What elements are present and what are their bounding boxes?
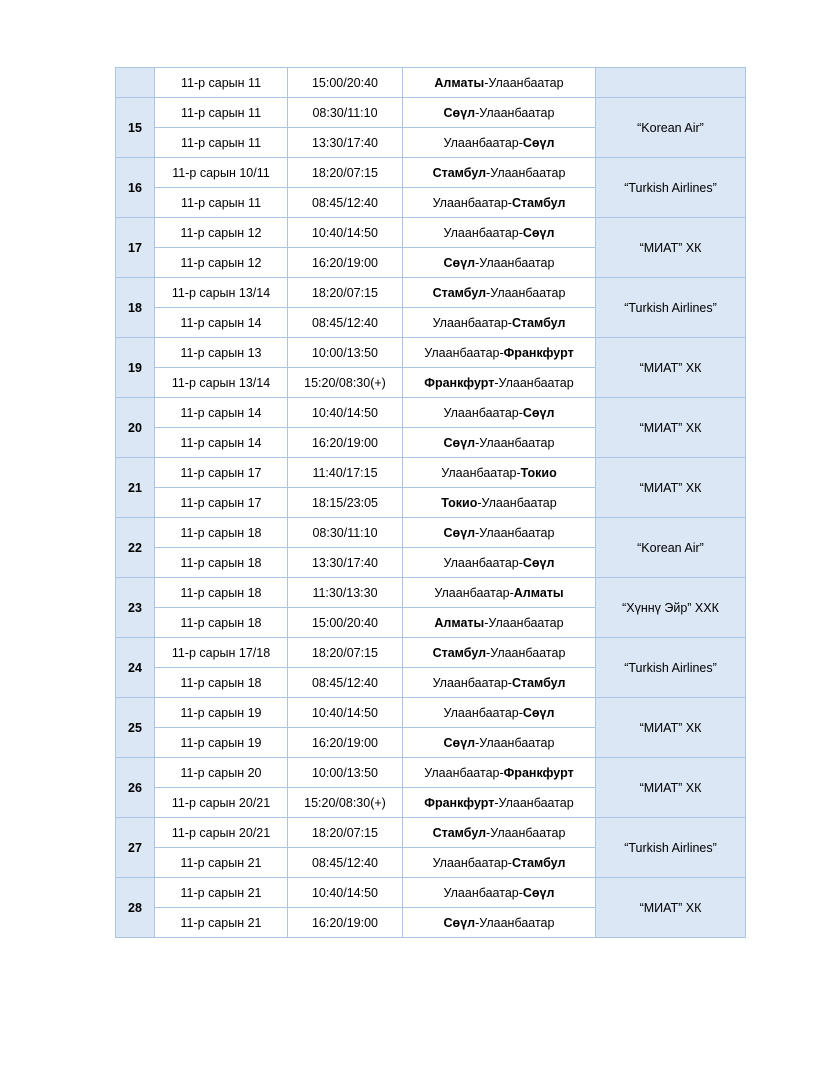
route-city: -Улаанбаатар <box>486 645 566 660</box>
group-number-cell: 25 <box>116 698 155 758</box>
route-city: -Улаанбаатар <box>486 285 566 300</box>
route-city-bold: Токио <box>441 495 478 510</box>
airline-cell: “Хүннү Эйр” ХХК <box>596 578 746 638</box>
route-city: -Улаанбаатар <box>486 825 566 840</box>
route-city: Улаанбаатар- <box>424 765 504 780</box>
route-city: -Улаанбаатар <box>477 495 557 510</box>
flight-date-cell: 11-р сарын 20/21 <box>155 788 288 818</box>
group-number-cell: 28 <box>116 878 155 938</box>
flight-route-cell <box>403 728 596 758</box>
route-city: -Улаанбаатар <box>494 795 574 810</box>
flight-date-cell: 11-р сарын 12 <box>155 218 288 248</box>
airline-cell: “МИАТ” ХК <box>596 698 746 758</box>
flight-route-cell <box>403 368 596 398</box>
flight-schedule-table <box>115 67 746 938</box>
route-city: Улаанбаатар- <box>434 585 514 600</box>
flight-time-cell: 13:30/17:40 <box>288 128 403 158</box>
flight-route-cell <box>403 98 596 128</box>
flight-date-cell: 11-р сарын 17 <box>155 458 288 488</box>
route-city-bold: Франкфурт <box>503 345 574 360</box>
flight-date-cell: 11-р сарын 17/18 <box>155 638 288 668</box>
flight-date-cell: 11-р сарын 18 <box>155 548 288 578</box>
table-row <box>116 518 746 548</box>
flight-route-cell <box>403 158 596 188</box>
flight-time-cell: 18:15/23:05 <box>288 488 403 518</box>
route-city-bold: Сөүл <box>443 525 476 540</box>
flight-date-cell: 11-р сарын 14 <box>155 428 288 458</box>
flight-time-cell: 08:45/12:40 <box>288 668 403 698</box>
flight-route-cell <box>403 338 596 368</box>
flight-time-cell: 10:40/14:50 <box>288 398 403 428</box>
table-row <box>116 68 746 98</box>
route-city: -Улаанбаатар <box>484 615 564 630</box>
flight-date-cell: 11-р сарын 21 <box>155 908 288 938</box>
flight-time-cell: 08:45/12:40 <box>288 308 403 338</box>
flight-route-cell <box>403 548 596 578</box>
route-city-bold: Сөүл <box>443 255 476 270</box>
table-row <box>116 158 746 188</box>
group-number-cell: 21 <box>116 458 155 518</box>
flight-route-cell <box>403 518 596 548</box>
flight-date-cell: 11-р сарын 21 <box>155 848 288 878</box>
flight-schedule-body <box>116 68 746 938</box>
airline-cell: “Turkish Airlines” <box>596 158 746 218</box>
route-city-bold: Стамбул <box>511 855 566 870</box>
flight-date-cell: 11-р сарын 18 <box>155 518 288 548</box>
table-row <box>116 398 746 428</box>
table-row <box>116 98 746 128</box>
group-number-cell: 15 <box>116 98 155 158</box>
flight-date-cell: 11-р сарын 11 <box>155 98 288 128</box>
group-number-cell <box>116 68 155 98</box>
flight-route-cell <box>403 278 596 308</box>
flight-route-cell <box>403 488 596 518</box>
flight-date-cell: 11-р сарын 13/14 <box>155 368 288 398</box>
airline-cell: “МИАТ” ХК <box>596 758 746 818</box>
route-city: Улаанбаатар- <box>443 405 523 420</box>
route-city: Улаанбаатар- <box>443 885 523 900</box>
table-row <box>116 278 746 308</box>
flight-route-cell <box>403 878 596 908</box>
table-row <box>116 338 746 368</box>
route-city: -Улаанбаатар <box>475 255 555 270</box>
route-city: Улаанбаатар- <box>441 465 521 480</box>
route-city-bold: Стамбул <box>511 195 566 210</box>
flight-time-cell: 08:45/12:40 <box>288 188 403 218</box>
route-city-bold: Сөүл <box>443 915 476 930</box>
route-city: Улаанбаатар- <box>432 675 512 690</box>
route-city: Улаанбаатар- <box>432 195 512 210</box>
group-number-cell: 27 <box>116 818 155 878</box>
flight-time-cell: 16:20/19:00 <box>288 428 403 458</box>
table-row <box>116 638 746 668</box>
group-number-cell: 16 <box>116 158 155 218</box>
route-city-bold: Алматы <box>434 615 485 630</box>
flight-route-cell <box>403 428 596 458</box>
flight-date-cell: 11-р сарын 20/21 <box>155 818 288 848</box>
route-city: Улаанбаатар- <box>443 135 523 150</box>
flight-route-cell <box>403 308 596 338</box>
airline-cell: “Korean Air” <box>596 98 746 158</box>
route-city-bold: Сөүл <box>522 405 555 420</box>
route-city-bold: Сөүл <box>522 705 555 720</box>
route-city: Улаанбаатар- <box>443 705 523 720</box>
flight-route-cell <box>403 218 596 248</box>
route-city-bold: Сөүл <box>522 555 555 570</box>
route-city-bold: Токио <box>520 465 557 480</box>
flight-time-cell: 10:40/14:50 <box>288 698 403 728</box>
flight-time-cell: 18:20/07:15 <box>288 818 403 848</box>
flight-date-cell: 11-р сарын 14 <box>155 398 288 428</box>
flight-time-cell: 08:45/12:40 <box>288 848 403 878</box>
flight-date-cell: 11-р сарын 11 <box>155 128 288 158</box>
flight-time-cell: 10:40/14:50 <box>288 878 403 908</box>
route-city-bold: Стамбул <box>511 675 566 690</box>
route-city-bold: Алматы <box>513 585 564 600</box>
route-city: -Улаанбаатар <box>475 105 555 120</box>
flight-route-cell <box>403 458 596 488</box>
flight-route-cell <box>403 908 596 938</box>
table-row <box>116 458 746 488</box>
table-row <box>116 698 746 728</box>
flight-route-cell <box>403 818 596 848</box>
airline-cell: “МИАТ” ХК <box>596 398 746 458</box>
table-row <box>116 878 746 908</box>
flight-route-cell <box>403 398 596 428</box>
flight-time-cell: 10:40/14:50 <box>288 218 403 248</box>
flight-date-cell: 11-р сарын 19 <box>155 728 288 758</box>
flight-date-cell: 11-р сарын 10/11 <box>155 158 288 188</box>
route-city-bold: Сөүл <box>443 105 476 120</box>
group-number-cell: 17 <box>116 218 155 278</box>
flight-time-cell: 15:20/08:30(+) <box>288 368 403 398</box>
route-city: Улаанбаатар- <box>443 225 523 240</box>
flight-time-cell: 15:00/20:40 <box>288 68 403 98</box>
airline-cell: “МИАТ” ХК <box>596 218 746 278</box>
flight-date-cell: 11-р сарын 17 <box>155 488 288 518</box>
flight-route-cell <box>403 578 596 608</box>
flight-time-cell: 11:40/17:15 <box>288 458 403 488</box>
table-row <box>116 758 746 788</box>
flight-route-cell <box>403 698 596 728</box>
route-city: -Улаанбаатар <box>475 435 555 450</box>
route-city-bold: Франкфурт <box>503 765 574 780</box>
flight-time-cell: 08:30/11:10 <box>288 98 403 128</box>
table-row <box>116 578 746 608</box>
route-city-bold: Стамбул <box>432 165 487 180</box>
group-number-cell: 20 <box>116 398 155 458</box>
route-city-bold: Стамбул <box>432 645 487 660</box>
route-city-bold: Франкфурт <box>424 795 495 810</box>
flight-route-cell <box>403 668 596 698</box>
flight-route-cell <box>403 248 596 278</box>
route-city-bold: Сөүл <box>522 135 555 150</box>
flight-date-cell: 11-р сарын 11 <box>155 188 288 218</box>
route-city-bold: Алматы <box>434 75 485 90</box>
flight-time-cell: 13:30/17:40 <box>288 548 403 578</box>
flight-time-cell: 18:20/07:15 <box>288 638 403 668</box>
flight-route-cell <box>403 848 596 878</box>
route-city-bold: Стамбул <box>432 285 487 300</box>
flight-time-cell: 15:20/08:30(+) <box>288 788 403 818</box>
flight-date-cell: 11-р сарын 18 <box>155 578 288 608</box>
route-city-bold: Сөүл <box>443 735 476 750</box>
flight-time-cell: 16:20/19:00 <box>288 728 403 758</box>
table-row <box>116 818 746 848</box>
route-city: -Улаанбаатар <box>486 165 566 180</box>
flight-date-cell: 11-р сарын 21 <box>155 878 288 908</box>
flight-time-cell: 11:30/13:30 <box>288 578 403 608</box>
route-city: -Улаанбаатар <box>494 375 574 390</box>
flight-route-cell <box>403 758 596 788</box>
flight-time-cell: 18:20/07:15 <box>288 278 403 308</box>
airline-cell <box>596 68 746 98</box>
group-number-cell: 22 <box>116 518 155 578</box>
flight-route-cell <box>403 128 596 158</box>
airline-cell: “Turkish Airlines” <box>596 278 746 338</box>
route-city: Улаанбаатар- <box>432 315 512 330</box>
route-city: Улаанбаатар- <box>432 855 512 870</box>
flight-route-cell <box>403 68 596 98</box>
route-city-bold: Сөүл <box>522 225 555 240</box>
flight-time-cell: 10:00/13:50 <box>288 758 403 788</box>
flight-route-cell <box>403 788 596 818</box>
route-city: -Улаанбаатар <box>484 75 564 90</box>
route-city: -Улаанбаатар <box>475 735 555 750</box>
route-city-bold: Франкфурт <box>424 375 495 390</box>
flight-time-cell: 16:20/19:00 <box>288 908 403 938</box>
flight-date-cell: 11-р сарын 14 <box>155 308 288 338</box>
flight-date-cell: 11-р сарын 12 <box>155 248 288 278</box>
route-city: Улаанбаатар- <box>443 555 523 570</box>
flight-date-cell: 11-р сарын 18 <box>155 608 288 638</box>
flight-date-cell: 11-р сарын 20 <box>155 758 288 788</box>
airline-cell: “МИАТ” ХК <box>596 338 746 398</box>
flight-route-cell <box>403 608 596 638</box>
route-city: -Улаанбаатар <box>475 525 555 540</box>
flight-route-cell <box>403 188 596 218</box>
flight-time-cell: 10:00/13:50 <box>288 338 403 368</box>
route-city-bold: Сөүл <box>443 435 476 450</box>
table-row <box>116 218 746 248</box>
flight-date-cell: 11-р сарын 19 <box>155 698 288 728</box>
flight-date-cell: 11-р сарын 13 <box>155 338 288 368</box>
airline-cell: “Korean Air” <box>596 518 746 578</box>
flight-time-cell: 15:00/20:40 <box>288 608 403 638</box>
flight-time-cell: 18:20/07:15 <box>288 158 403 188</box>
airline-cell: “Turkish Airlines” <box>596 818 746 878</box>
flight-route-cell <box>403 638 596 668</box>
route-city-bold: Сөүл <box>522 885 555 900</box>
route-city-bold: Стамбул <box>511 315 566 330</box>
group-number-cell: 19 <box>116 338 155 398</box>
route-city: Улаанбаатар- <box>424 345 504 360</box>
airline-cell: “МИАТ” ХК <box>596 878 746 938</box>
flight-date-cell: 11-р сарын 13/14 <box>155 278 288 308</box>
airline-cell: “Turkish Airlines” <box>596 638 746 698</box>
airline-cell: “МИАТ” ХК <box>596 458 746 518</box>
flight-date-cell: 11-р сарын 11 <box>155 68 288 98</box>
route-city: -Улаанбаатар <box>475 915 555 930</box>
group-number-cell: 26 <box>116 758 155 818</box>
flight-time-cell: 16:20/19:00 <box>288 248 403 278</box>
flight-time-cell: 08:30/11:10 <box>288 518 403 548</box>
group-number-cell: 24 <box>116 638 155 698</box>
group-number-cell: 23 <box>116 578 155 638</box>
group-number-cell: 18 <box>116 278 155 338</box>
flight-date-cell: 11-р сарын 18 <box>155 668 288 698</box>
route-city-bold: Стамбул <box>432 825 487 840</box>
